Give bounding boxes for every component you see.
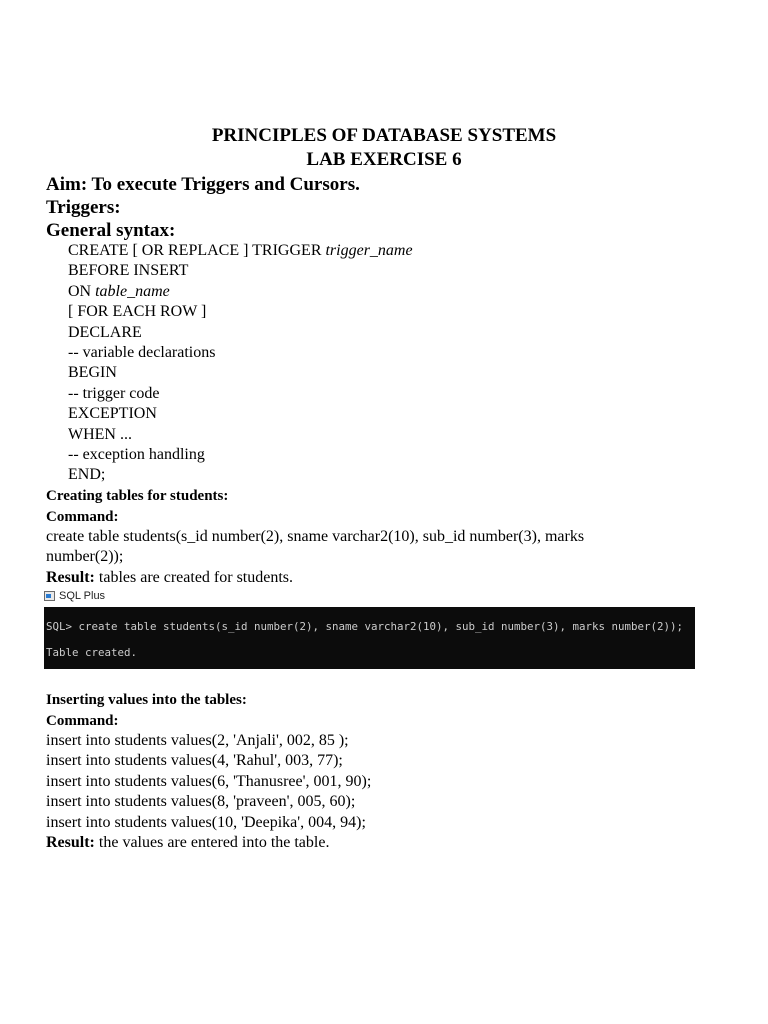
document-title: PRINCIPLES OF DATABASE SYSTEMS xyxy=(211,125,557,146)
insert-command-label: Command: xyxy=(46,713,119,729)
syntax-placeholder: trigger_name xyxy=(325,242,413,259)
syntax-line xyxy=(68,282,413,302)
syntax-keyword: ON xyxy=(68,282,96,300)
syntax-placeholder: table_name xyxy=(95,282,170,300)
syntax-line: WHEN ... xyxy=(68,425,132,443)
insert-command-line: insert into students values(10, 'Deepika', 004, 94); xyxy=(46,813,366,831)
create-command-label: Command: xyxy=(46,509,119,525)
syntax-line xyxy=(68,241,413,261)
syntax-line: -- trigger code xyxy=(68,384,160,402)
insert-commands-list xyxy=(46,731,646,833)
sqlplus-window-icon xyxy=(44,591,55,601)
sqlplus-console xyxy=(44,607,695,669)
lab-exercise-title: LAB EXERCISE 6 xyxy=(306,149,462,170)
aim-heading: Aim: To execute Triggers and Cursors. xyxy=(46,174,360,195)
result-text: tables are created for students. xyxy=(94,569,294,586)
insert-command-line: insert into students values(4, 'Rahul', 003, 77); xyxy=(46,752,343,770)
insert-command-line: insert into students values(2, 'Anjali', 002, 85 ); xyxy=(46,732,349,749)
syntax-line: BEFORE INSERT xyxy=(68,262,189,280)
syntax-line: [ FOR EACH ROW ] xyxy=(68,303,207,321)
syntax-keyword: CREATE [ OR REPLACE ] TRIGGER xyxy=(68,242,326,259)
syntax-line: -- variable declarations xyxy=(68,344,216,362)
syntax-line: DECLARE xyxy=(68,323,142,341)
console-line: Table created. xyxy=(46,646,138,659)
general-syntax-heading: General syntax: xyxy=(46,220,176,241)
insert-command-line: insert into students values(6, 'Thanusree', 001, 90); xyxy=(46,772,372,790)
insert-section-heading: Inserting values into the tables: xyxy=(46,692,247,708)
result-label: Result: xyxy=(46,569,95,586)
create-result xyxy=(46,568,646,588)
sqlplus-title-bar xyxy=(44,590,105,602)
result-label: Result: xyxy=(46,834,95,851)
syntax-line: -- exception handling xyxy=(68,446,205,464)
create-command-text: create table students(s_id number(2), sname varchar2(10), sub_id number(3), marks number(2)); xyxy=(46,528,585,566)
syntax-line: EXCEPTION xyxy=(68,405,157,423)
insert-result xyxy=(46,833,646,853)
trigger-syntax-block xyxy=(68,241,413,486)
sqlplus-window-title: SQL Plus xyxy=(59,590,106,602)
insert-command-line: insert into students values(8, 'praveen', 005, 60); xyxy=(46,793,356,811)
result-text: the values are entered into the table. xyxy=(94,834,330,851)
console-blank-line xyxy=(46,633,695,646)
triggers-heading: Triggers: xyxy=(46,197,121,218)
console-line: SQL> create table students(s_id number(2), sname varchar2(10), sub_id number(3), marks number(2)); xyxy=(46,620,684,633)
syntax-line: END; xyxy=(68,466,106,484)
syntax-line: BEGIN xyxy=(68,364,117,382)
create-section-heading: Creating tables for students: xyxy=(46,488,229,504)
